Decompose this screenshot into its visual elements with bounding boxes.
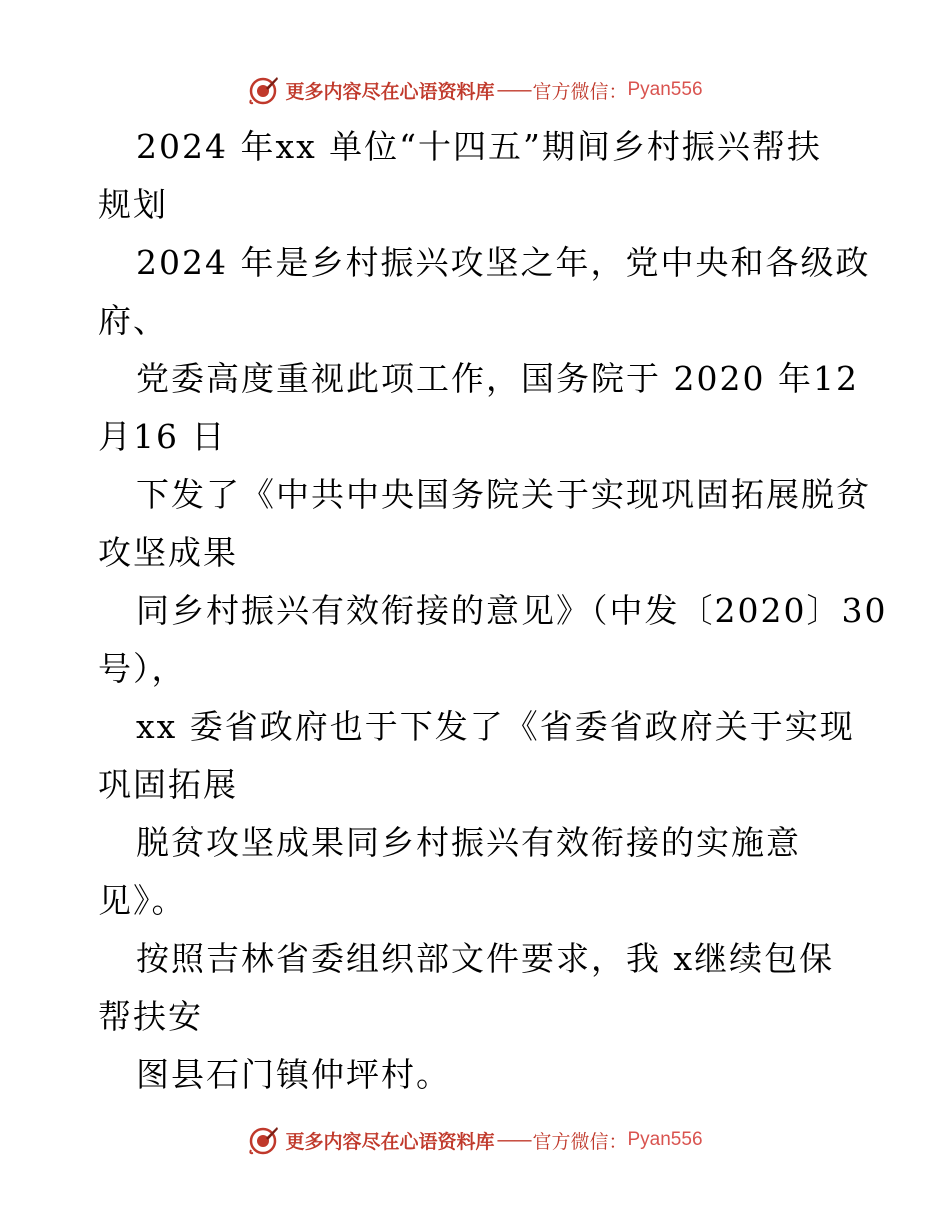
text-line: 党委高度重视此项工作，国务院于 2020 年12	[136, 359, 859, 398]
watermark-wechat-label: 官方微信：	[532, 80, 628, 103]
watermark-text: 更多内容尽在心语资料库	[285, 80, 495, 103]
text-line: 府、	[98, 301, 168, 340]
text-line: 按照吉林省委组织部文件要求，我 x继续包保	[136, 939, 835, 978]
text-line: 见》。	[98, 881, 187, 920]
header-watermark	[0, 68, 950, 112]
text-line: xx 委省政府也于下发了《省委省政府关于实现	[136, 707, 855, 746]
text-line: 同乡村振兴有效衔接的意见》（中发〔2020〕30	[136, 591, 888, 630]
text-line: 下发了《中共中央国务院关于实现巩固拓展脱贫	[136, 475, 871, 514]
watermark-wechat-id: Pyan556	[627, 79, 703, 100]
watermark-dash: ——	[496, 79, 531, 101]
pen-logo-icon	[247, 1124, 279, 1156]
watermark-dash: ——	[496, 1129, 531, 1151]
watermark-wechat-id: Pyan556	[627, 1129, 703, 1150]
text-line: 攻坚成果	[98, 533, 238, 572]
text-line: 巩固拓展	[98, 765, 238, 804]
watermark-wechat-label: 官方微信：	[532, 1130, 628, 1153]
text-line: 月16 日	[98, 417, 227, 456]
text-line: 规划	[98, 185, 168, 224]
footer-watermark	[0, 1118, 950, 1162]
text-line: 脱贫攻坚成果同乡村振兴有效衔接的实施意	[136, 823, 801, 862]
text-line: 2024 年xx 单位“十四五”期间乡村振兴帮扶	[136, 127, 822, 166]
text-line: 2024 年是乡村振兴攻坚之年，党中央和各级政	[136, 243, 871, 282]
document-body	[98, 118, 888, 1104]
text-line: 帮扶安	[98, 997, 203, 1036]
pen-logo-icon	[247, 74, 279, 106]
text-line: 号），	[98, 649, 187, 688]
watermark-text: 更多内容尽在心语资料库	[285, 1130, 495, 1153]
text-line: 图县石门镇仲坪村。	[136, 1055, 451, 1094]
